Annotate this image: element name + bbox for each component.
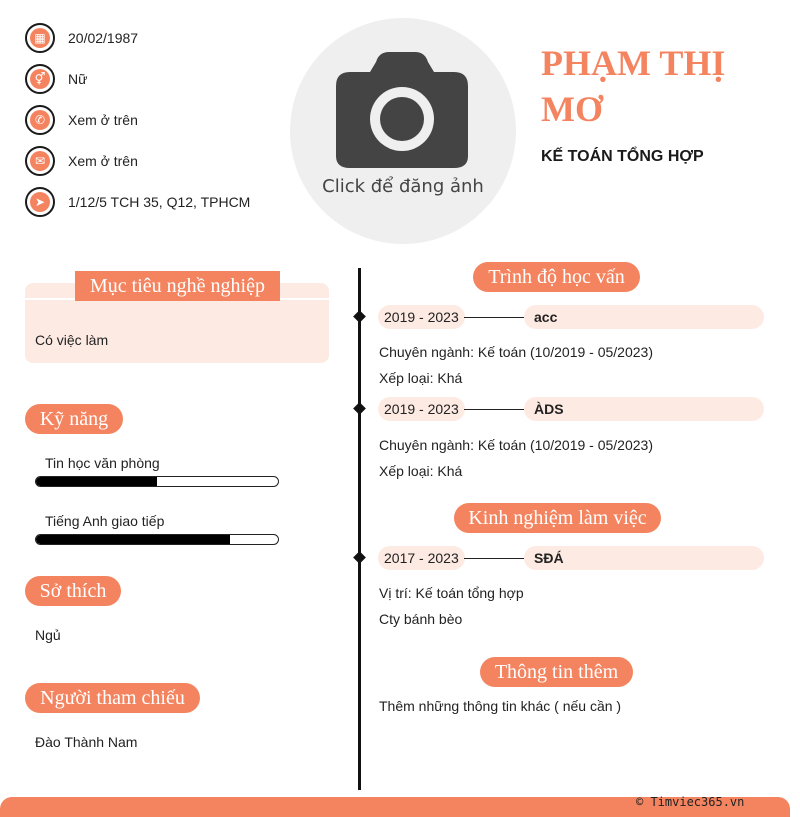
contact-phone [25, 103, 138, 137]
contact-birthdate [25, 21, 138, 55]
job-title: KẾ TOÁN TỔNG HỢP [541, 148, 704, 165]
extra-heading: Thông tin thêm [480, 657, 633, 687]
skill-label-english: Tiếng Anh giao tiếp [45, 513, 165, 529]
objective-heading: Mục tiêu nghề nghiệp [75, 271, 280, 301]
education-detail-2a: Chuyên ngành: Kế toán (10/2019 - 05/2023) [379, 437, 653, 453]
experience-period-1: 2017 - 2023 [378, 546, 465, 570]
skills-heading: Kỹ năng [25, 404, 123, 434]
location-icon: ➤ [25, 187, 55, 217]
education-heading: Trình độ học vấn [473, 262, 640, 292]
contact-address [25, 185, 250, 219]
objective-text: Có việc làm [35, 332, 109, 348]
experience-detail-1a: Vị trí: Kế toán tổng hợp [379, 585, 524, 601]
experience-company-1: SĐÁ [534, 550, 564, 566]
education-school-2: ÀDS [534, 401, 564, 417]
education-detail-1a: Chuyên ngành: Kế toán (10/2019 - 05/2023) [379, 344, 653, 360]
avatar-caption[interactable]: Click để đăng ảnh [322, 176, 484, 197]
phone-text: Xem ở trên [68, 112, 138, 128]
calendar-icon: ▦ [25, 23, 55, 53]
footer-credit[interactable]: © Timviec365.vn [636, 795, 745, 809]
address-text: 1/12/5 TCH 35, Q12, TPHCM [68, 194, 251, 210]
camera-icon [334, 52, 470, 170]
skill-fill [36, 477, 157, 486]
references-text: Đào Thành Nam [35, 734, 138, 750]
timeline-line [358, 268, 361, 790]
skill-label-office: Tin học văn phòng [45, 455, 160, 471]
phone-icon: ✆ [25, 105, 55, 135]
skill-bar-office [35, 476, 279, 487]
hobbies-heading: Sở thích [25, 576, 121, 606]
timeline-connector [464, 317, 524, 318]
timeline-connector [464, 409, 524, 410]
extra-text: Thêm những thông tin khác ( nếu cần ) [379, 698, 622, 714]
email-text: Xem ở trên [68, 153, 138, 169]
education-detail-2b: Xếp loại: Khá [379, 463, 463, 479]
skill-fill [36, 535, 230, 544]
education-school-1: acc [534, 309, 558, 325]
gender-icon: ⚥ [25, 64, 55, 94]
hobbies-text: Ngủ [35, 627, 61, 643]
contact-email [25, 144, 138, 178]
candidate-name: PHẠM THỊ MƠ [541, 43, 726, 129]
education-period-1: 2019 - 2023 [378, 305, 465, 329]
email-icon: ✉ [25, 146, 55, 176]
timeline-marker [353, 310, 366, 323]
birthdate-text: 20/02/1987 [68, 30, 139, 46]
experience-detail-1b: Cty bánh bèo [379, 611, 463, 627]
education-period-2: 2019 - 2023 [378, 397, 465, 421]
skill-bar-english [35, 534, 279, 545]
education-detail-1b: Xếp loại: Khá [379, 370, 463, 386]
gender-text: Nữ [68, 71, 88, 87]
avatar-upload[interactable] [290, 18, 516, 244]
references-heading: Người tham chiếu [25, 683, 200, 713]
timeline-marker [353, 402, 366, 415]
timeline-connector [464, 558, 524, 559]
education-name-pill-1 [524, 305, 764, 329]
experience-heading: Kinh nghiệm làm việc [454, 503, 661, 533]
contact-gender [25, 62, 87, 96]
timeline-marker [353, 551, 366, 564]
